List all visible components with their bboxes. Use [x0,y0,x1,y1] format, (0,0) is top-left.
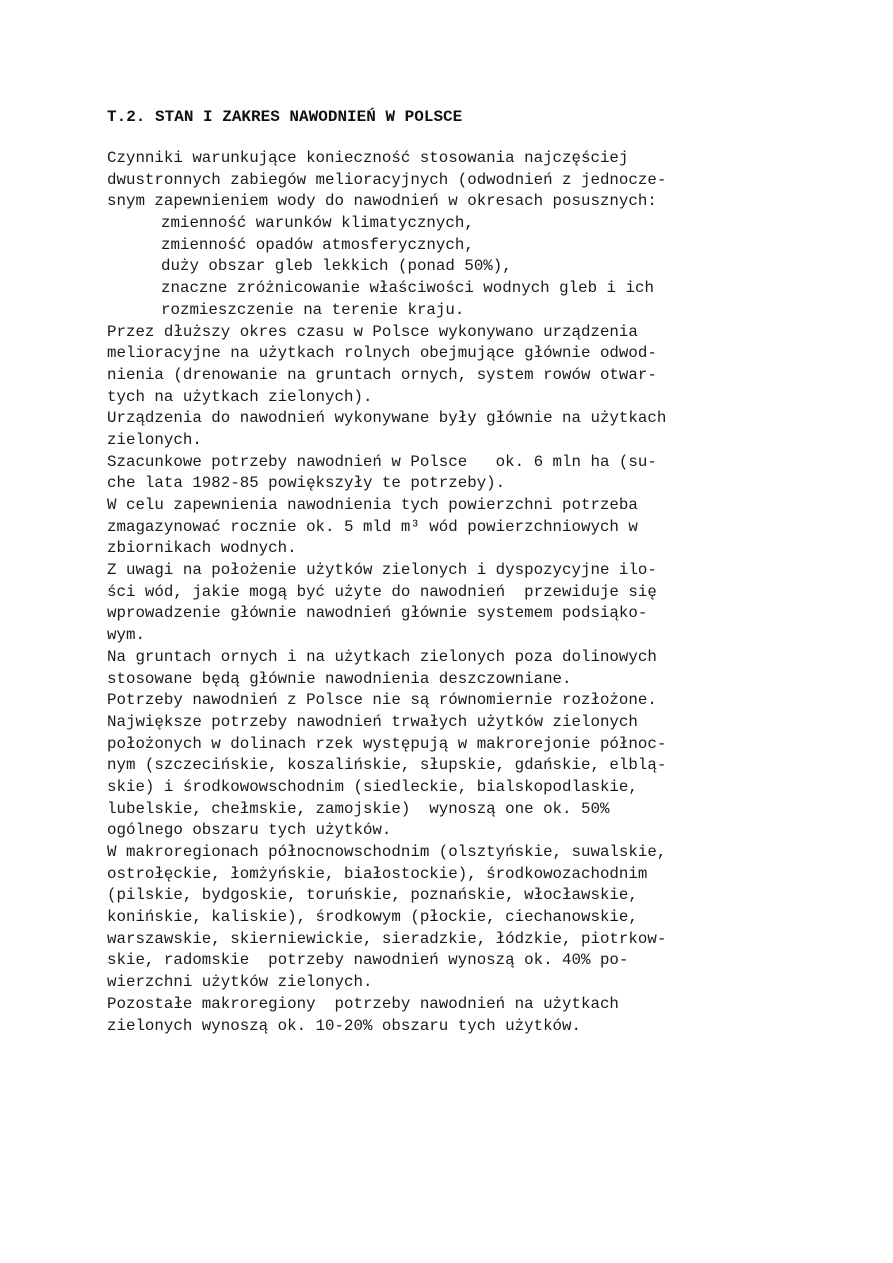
text-line: nienia (drenowanie na gruntach ornych, system rowów otwar- [107,365,657,384]
text-line: ostrołęckie, łomżyńskie, białostockie), środkowozachodnim [107,864,648,883]
text-line: ogólnego obszaru tych użytków. [107,821,392,840]
text-line: stosowane będą głównie nawodnienia deszczowniane. [107,669,572,688]
text-line: dwustronnych zabiegów melioracyjnych (odwodnień z jednocze- [107,170,667,189]
text-line: warszawskie, skierniewickie, sieradzkie, łódzkie, piotrkow- [107,929,667,948]
text-line: W makroregionach północnowschodnim (olsztyńskie, suwalskie, [107,843,667,861]
text-line: Szacunkowe potrzeby nawodnień w Polsce ok. 6 mln ha (su- [107,452,657,471]
text-line: zbiornikach wodnych. [107,539,297,558]
list-item-line: zmienność opadów atmosferycznych, [161,235,474,254]
text-line: nym (szczecińskie, koszalińskie, słupskie, gdańskie, elblą- [107,756,667,775]
text-line: snym zapewnieniem wody do nawodnień w okresach posusznych: [107,192,657,211]
text-line: che lata 1982-85 powiększyły te potrzeby). [107,474,506,493]
text-line: W celu zapewnienia nawodnienia tych powierzchni potrzeba [107,496,638,514]
document-title: T.2. STAN I ZAKRES NAWODNIEŃ W POLSCE [107,108,463,126]
text-line: skie) i środkowowschodnim (siedleckie, bialskopodlaskie, [107,777,638,796]
text-line: wym. [107,626,145,645]
text-line: melioracyjne na użytkach rolnych obejmujące głównie odwod- [107,344,657,363]
text-line: lubelskie, chełmskie, zamojskie) wynoszą one ok. 50% [107,799,610,818]
text-line: Na gruntach ornych i na użytkach zielonych poza dolinowych [107,647,657,666]
list-item-line: znaczne zróżnicowanie właściwości wodnych gleb i ich [161,279,654,298]
text-line: Z uwagi na położenie użytków zielonych i dyspozycyjne ilo- [107,561,657,580]
text-line: położonych w dolinach rzek występują w makrorejonie północ- [107,734,667,753]
text-line: zielonych. [107,430,202,449]
text-line: skie, radomskie potrzeby nawodnień wynoszą ok. 40% po- [107,951,629,970]
text-line: zmagazynować rocznie ok. 5 mld m³ wód powierzchniowych w [107,517,638,536]
text-line: tych na użytkach zielonych). [107,387,373,406]
list-item-line: zmienność warunków klimatycznych, [161,214,474,233]
text-line: wierzchni użytków zielonych. [107,973,373,992]
text-line: Czynniki warunkujące konieczność stosowania najczęściej [107,149,629,167]
text-line: Pozostałe makroregiony potrzeby nawodnień na użytkach [107,994,619,1013]
list-item-line: duży obszar gleb lekkich (ponad 50%), [161,257,512,276]
text-line: Największe potrzeby nawodnień trwałych użytków zielonych [107,712,638,731]
text-line: ści wód, jakie mogą być użyte do nawodnień przewiduje się [107,582,657,601]
text-line: zielonych wynoszą ok. 10-20% obszaru tych użytków. [107,1016,581,1035]
text-line: Przez dłuższy okres czasu w Polsce wykonywano urządzenia [107,322,638,341]
list-item-line: rozmieszczenie na terenie kraju. [161,300,465,319]
text-line: wprowadzenie głównie nawodnień głównie systemem podsiąko- [107,604,648,623]
document-body [107,148,797,1037]
text-line: Urządzenia do nawodnień wykonywane były głównie na użytkach [107,409,667,428]
text-line: Potrzeby nawodnień z Polsce nie są równomiernie rozłożone. [107,691,657,710]
text-line: konińskie, kaliskie), środkowym (płockie, ciechanowskie, [107,908,638,927]
text-line: (pilskie, bydgoskie, toruńskie, poznańskie, włocławskie, [107,886,638,905]
